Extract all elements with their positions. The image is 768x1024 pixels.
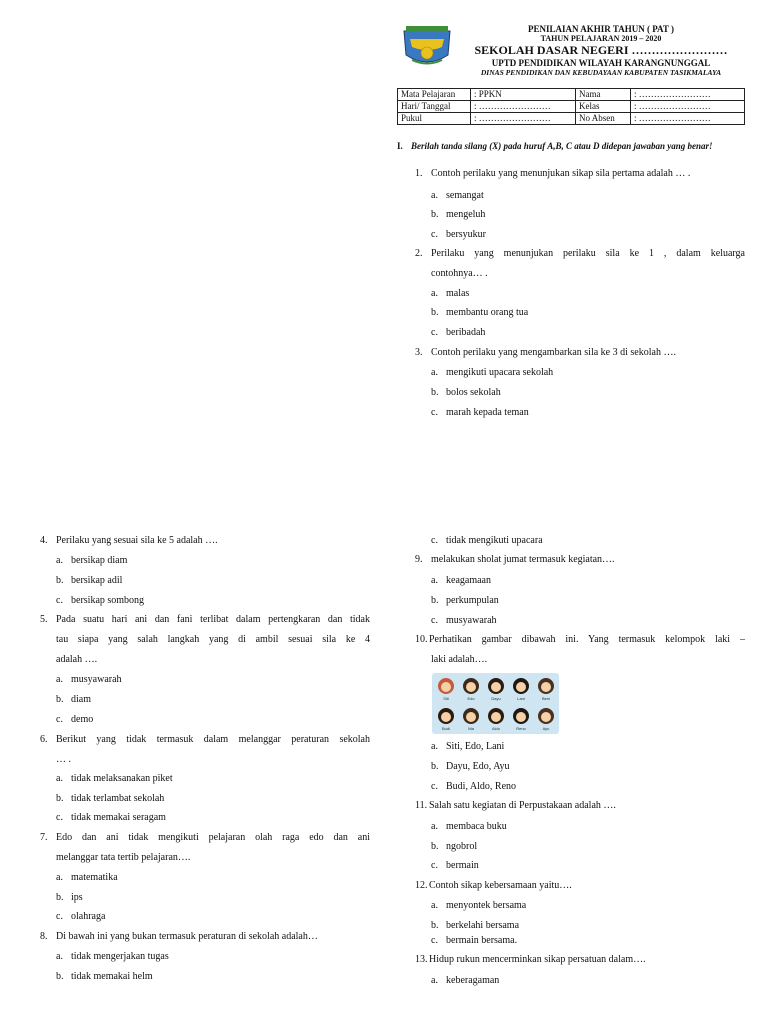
- option-text: keberagaman: [446, 975, 500, 986]
- question-text: Perilaku yang menunjukan perilaku sila ke 1 , dalam keluarga: [431, 248, 745, 259]
- kid-name: Nia: [467, 726, 474, 731]
- boy-icon: [463, 678, 479, 694]
- kid-name: Siti: [443, 696, 449, 701]
- option-text: marah kepada teman: [446, 407, 529, 418]
- date-label: Hari/ Tanggal: [398, 101, 471, 113]
- question-number: 3.: [415, 347, 423, 358]
- instruction-text: Berilah tanda silang (X) pada huruf A,B, C atau D didepan jawaban yang benar!: [411, 141, 713, 151]
- question-number: 2.: [415, 248, 423, 259]
- option-letter: a.: [431, 821, 438, 832]
- info-row: [398, 89, 745, 101]
- boy-icon: [513, 708, 529, 724]
- question-text: Contoh perilaku yang menunjukan sikap sila pertama adalah … .: [431, 168, 691, 179]
- name-field[interactable]: : ……………………: [631, 89, 745, 101]
- girl-icon: [488, 678, 504, 694]
- option-text: mengeluh: [446, 209, 486, 220]
- question-text: Contoh perilaku yang mengambarkan sila ke 3 di sekolah ….: [431, 347, 676, 358]
- option-letter: b.: [56, 694, 64, 705]
- class-field[interactable]: : ……………………: [631, 101, 745, 113]
- option-text: Budi, Aldo, Reno: [446, 781, 517, 792]
- option-letter: a.: [431, 367, 438, 378]
- question-text: Perhatikan gambar dibawah ini. Yang termasuk kelompok laki –: [429, 634, 745, 645]
- kid-name: Ayu: [542, 726, 550, 731]
- option-letter: a.: [431, 190, 438, 201]
- boy-icon: [488, 708, 504, 724]
- option-text: malas: [446, 288, 470, 299]
- name-label: Nama: [576, 89, 631, 101]
- option-letter: b.: [56, 971, 64, 982]
- option-text: Dayu, Edo, Ayu: [446, 761, 510, 772]
- option-letter: a.: [56, 872, 63, 883]
- option-text: beribadah: [446, 327, 486, 338]
- kid-name: Budi: [441, 726, 450, 731]
- option-letter: c.: [431, 781, 438, 792]
- option-text: semangat: [446, 190, 484, 201]
- option-text: menyontek bersama: [446, 900, 527, 911]
- school-name: SEKOLAH DASAR NEGERI ……………………: [474, 43, 728, 57]
- student-info-table: [397, 88, 745, 125]
- option-text: membaca buku: [446, 821, 507, 832]
- class-label: Kelas: [576, 101, 631, 113]
- option-text: diam: [71, 694, 91, 705]
- question-text-cont: tau siapa yang salah langkah yang di ambil sesuai sila ke 4: [56, 634, 370, 645]
- option-letter: c.: [431, 535, 438, 546]
- exam-title: PENILAIAN AKHIR TAHUN ( PAT ): [528, 24, 674, 34]
- option-text: musyawarah: [446, 615, 497, 626]
- option-text: bersikap sombong: [71, 595, 145, 606]
- question-text: Salah satu kegiatan di Perpustakaan adalah ….: [429, 800, 616, 811]
- option-letter: a.: [56, 674, 63, 685]
- option-text: tidak memakai helm: [71, 971, 153, 982]
- option-letter: c.: [431, 327, 438, 338]
- option-letter: b.: [56, 575, 64, 586]
- subject-label: Mata Pelajaran: [398, 89, 471, 101]
- girl-icon: [538, 708, 554, 724]
- option-letter: b.: [431, 307, 439, 318]
- option-text: bersyukur: [446, 229, 486, 240]
- info-row: [398, 101, 745, 113]
- option-text: tidak mengerjakan tugas: [71, 951, 169, 962]
- option-text: demo: [71, 714, 94, 725]
- time-label: Pukul: [398, 113, 471, 125]
- option-letter: b.: [56, 793, 64, 804]
- absen-label: No Absen: [576, 113, 631, 125]
- kid-name: Dayu: [491, 696, 501, 701]
- option-letter: a.: [56, 773, 63, 784]
- section-number: I.: [397, 141, 403, 151]
- option-letter: b.: [431, 920, 439, 931]
- option-text: keagamaan: [446, 575, 491, 586]
- info-row: [398, 113, 745, 125]
- absen-field[interactable]: : ……………………: [631, 113, 745, 125]
- question-text-cont: contohnya… .: [431, 268, 488, 279]
- question-number: 10.: [415, 634, 428, 645]
- option-letter: a.: [431, 288, 438, 299]
- option-text: bersikap diam: [71, 555, 128, 566]
- question-text-cont: laki adalah….: [431, 654, 488, 665]
- question-text: Edo dan ani tidak mengikuti pelajaran olah raga edo dan ani: [56, 832, 370, 843]
- option-text: ips: [71, 892, 83, 903]
- option-letter: c.: [431, 407, 438, 418]
- option-letter: c.: [56, 714, 63, 725]
- option-text: bersikap adil: [71, 575, 123, 586]
- option-letter: c.: [56, 595, 63, 606]
- question-number: 5.: [40, 614, 48, 625]
- question-text: Berikut yang tidak termasuk dalam melanggar peraturan sekolah: [56, 734, 370, 745]
- girl-icon: [463, 708, 479, 724]
- option-letter: b.: [431, 387, 439, 398]
- option-text: berkelahi bersama: [446, 920, 520, 931]
- option-text: olahraga: [71, 911, 106, 922]
- uptd-name: UPTD PENDIDIKAN WILAYAH KARANGNUNGGAL: [491, 58, 711, 68]
- kid-name: Edo: [467, 696, 475, 701]
- option-letter: b.: [431, 761, 439, 772]
- school-year: TAHUN PELAJARAN 2019 – 2020: [540, 34, 662, 43]
- option-letter: c.: [431, 615, 438, 626]
- option-text: membantu orang tua: [446, 307, 529, 318]
- option-letter: b.: [431, 209, 439, 220]
- option-text: tidak mengikuti upacara: [446, 535, 543, 546]
- date-field[interactable]: : ……………………: [471, 101, 576, 113]
- question-text-cont: adalah ….: [56, 654, 98, 665]
- boy-icon: [438, 708, 454, 724]
- question-text-cont: melanggar tata tertib pelajaran….: [56, 852, 191, 863]
- option-letter: b.: [56, 892, 64, 903]
- question-number: 13.: [415, 954, 428, 965]
- option-text: musyawarah: [71, 674, 122, 685]
- kid-name: Lani: [517, 696, 525, 701]
- option-letter: a.: [431, 741, 438, 752]
- question-text: Perilaku yang sesuai sila ke 5 adalah ….: [56, 535, 218, 546]
- option-letter: a.: [431, 575, 438, 586]
- option-letter: b.: [431, 595, 439, 606]
- option-text: tidak melaksanakan piket: [71, 773, 173, 784]
- question-number: 12.: [415, 880, 428, 891]
- boy-icon: [538, 678, 554, 694]
- question-text: Contoh sikap kebersamaan yaitu….: [429, 880, 572, 891]
- kid-name: Reno: [516, 726, 526, 731]
- option-letter: c.: [431, 935, 438, 946]
- option-text: Siti, Edo, Lani: [446, 741, 505, 752]
- kid-name: Aldo: [491, 726, 500, 731]
- question-number: 8.: [40, 931, 48, 942]
- option-letter: a.: [431, 975, 438, 986]
- option-letter: c.: [56, 911, 63, 922]
- option-text: mengikuti upacara sekolah: [446, 367, 554, 378]
- children-picture: [432, 673, 559, 734]
- question-number: 1.: [415, 168, 423, 179]
- option-text: bermain: [446, 860, 479, 871]
- dinas-name: DINAS PENDIDIKAN DAN KEBUDAYAAN KABUPATEN TASIKMALAYA: [480, 68, 722, 77]
- option-letter: c.: [431, 229, 438, 240]
- question-text: Pada suatu hari ani dan fani terlibat dalam pertengkaran dan tidak: [56, 614, 370, 625]
- option-letter: b.: [431, 841, 439, 852]
- question-text-cont: … .: [56, 754, 71, 765]
- time-field[interactable]: : ……………………: [471, 113, 576, 125]
- question-number: 11.: [415, 800, 428, 811]
- option-text: bolos sekolah: [446, 387, 501, 398]
- question-text: Di bawah ini yang bukan termasuk peraturan di sekolah adalah…: [56, 931, 318, 942]
- option-text: ngobrol: [446, 841, 478, 852]
- question-number: 9.: [415, 554, 423, 565]
- option-letter: c.: [56, 812, 63, 823]
- option-text: tidak terlambat sekolah: [71, 793, 165, 804]
- option-letter: a.: [56, 555, 63, 566]
- option-letter: c.: [431, 860, 438, 871]
- option-letter: a.: [431, 900, 438, 911]
- school-crest-logo: [400, 25, 454, 69]
- option-text: matematika: [71, 872, 118, 883]
- question-number: 6.: [40, 734, 48, 745]
- subject-value: : PPKN: [471, 89, 576, 101]
- kid-name: Beni: [541, 696, 550, 701]
- option-text: tidak memakai seragam: [71, 812, 166, 823]
- girl-icon: [438, 678, 454, 694]
- girl-icon: [513, 678, 529, 694]
- question-text: melakukan sholat jumat termasuk kegiatan….: [431, 554, 615, 565]
- question-number: 7.: [40, 832, 48, 843]
- question-number: 4.: [40, 535, 48, 546]
- option-text: perkumpulan: [446, 595, 499, 606]
- option-text: bermain bersama.: [446, 935, 518, 946]
- option-letter: a.: [56, 951, 63, 962]
- question-text: Hidup rukun mencerminkan sikap persatuan dalam….: [429, 954, 646, 965]
